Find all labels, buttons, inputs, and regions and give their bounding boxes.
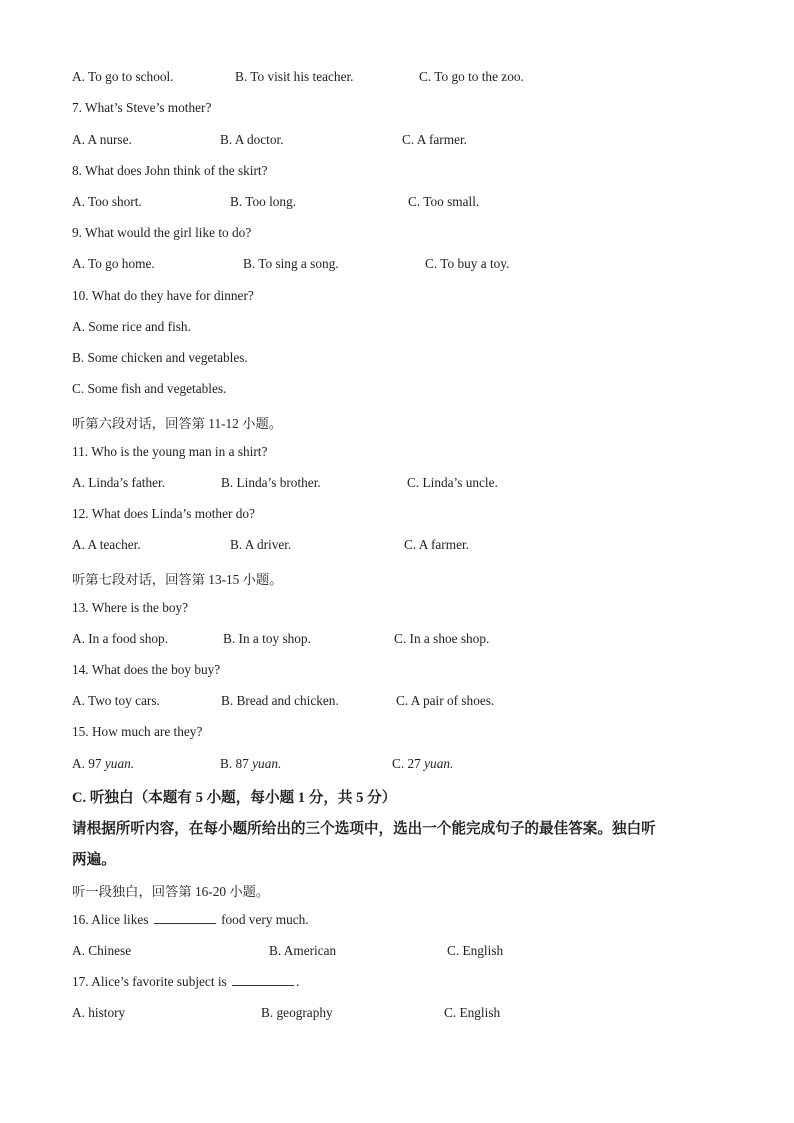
answer-blank <box>232 974 294 986</box>
question-16-text-after: food very much. <box>221 912 309 927</box>
option-a: A. history <box>72 1005 126 1020</box>
option-b: B. Linda’s brother. <box>221 475 321 490</box>
option-b: B. A driver. <box>230 537 292 552</box>
q10-option-a: A. Some rice and fish. <box>72 319 191 334</box>
option-a: A. A teacher. <box>72 537 141 552</box>
option-b: B. To visit his teacher. <box>235 69 354 84</box>
question-17-text-after: . <box>296 974 300 989</box>
option-c: C. To go to the zoo. <box>419 69 524 84</box>
section-c-instruction-line-1: 请根据所听内容，在每小题所给出的三个选项中，选出一个能完成句子的最佳答案。独白听 <box>72 821 656 837</box>
question-16 <box>72 912 309 928</box>
option-b: B. In a toy shop. <box>223 631 311 646</box>
option-c: C. A pair of shoes. <box>396 693 495 708</box>
question-10: 10. What do they have for dinner? <box>72 288 254 303</box>
option-a-unit: yuan. <box>104 756 135 771</box>
option-a: A. Linda’s father. <box>72 475 166 490</box>
option-c-unit: yuan. <box>424 756 454 771</box>
option-c-label: C. 27 <box>392 756 421 771</box>
q10-option-b: B. Some chicken and vegetables. <box>72 350 248 365</box>
option-b-unit: yuan. <box>252 756 282 771</box>
option-c: C. To buy a toy. <box>425 256 510 271</box>
option-a: A. Chinese <box>72 943 132 958</box>
option-b: B. American <box>269 943 337 958</box>
question-8: 8. What does John think of the skirt? <box>72 163 268 178</box>
option-a <box>72 756 134 772</box>
section-c-title: C. 听独白（本题有 5 小题，每小题 1 分，共 5 分） <box>72 790 397 806</box>
q10-option-c: C. Some fish and vegetables. <box>72 381 227 396</box>
option-a: A. Too short. <box>72 194 142 209</box>
option-b: B. geography <box>261 1005 333 1020</box>
option-c: C. Too small. <box>408 194 480 209</box>
option-a: A. A nurse. <box>72 132 132 147</box>
option-b-label: B. 87 <box>220 756 249 771</box>
option-b: B. Bread and chicken. <box>221 693 339 708</box>
option-a: A. To go home. <box>72 256 155 271</box>
option-b: B. To sing a song. <box>243 256 339 271</box>
question-17 <box>72 974 299 990</box>
question-7: 7. What’s Steve’s mother? <box>72 100 212 115</box>
option-b: B. A doctor. <box>220 132 284 147</box>
option-b <box>220 756 281 772</box>
question-17-text-before: 17. Alice’s favorite subject is <box>72 974 227 989</box>
question-14: 14. What does the boy buy? <box>72 662 221 677</box>
option-c: C. A farmer. <box>404 537 469 552</box>
section-c-instruction-line-2: 两遍。 <box>72 852 116 868</box>
question-11: 11. Who is the young man in a shirt? <box>72 444 268 459</box>
question-16-text-before: 16. Alice likes <box>72 912 149 927</box>
option-a: A. Two toy cars. <box>72 693 160 708</box>
answer-blank <box>154 912 216 924</box>
question-15: 15. How much are they? <box>72 724 203 739</box>
option-c: C. In a shoe shop. <box>394 631 490 646</box>
option-c: C. English <box>444 1005 501 1020</box>
option-a: A. To go to school. <box>72 69 174 84</box>
option-a-label: A. 97 <box>72 756 102 771</box>
question-9: 9. What would the girl like to do? <box>72 225 252 240</box>
dialog-6-instruction: 听第六段对话，回答第 11-12 小题。 <box>72 416 283 431</box>
monologue-instruction: 听一段独白，回答第 16-20 小题。 <box>72 884 270 899</box>
question-13: 13. Where is the boy? <box>72 600 189 615</box>
question-12: 12. What does Linda’s mother do? <box>72 506 255 521</box>
dialog-7-instruction: 听第七段对话，回答第 13-15 小题。 <box>72 572 283 587</box>
option-c <box>392 756 453 772</box>
option-c: C. A farmer. <box>402 132 467 147</box>
option-c: C. Linda’s uncle. <box>407 475 498 490</box>
option-b: B. Too long. <box>230 194 297 209</box>
option-c: C. English <box>447 943 504 958</box>
option-a: A. In a food shop. <box>72 631 169 646</box>
